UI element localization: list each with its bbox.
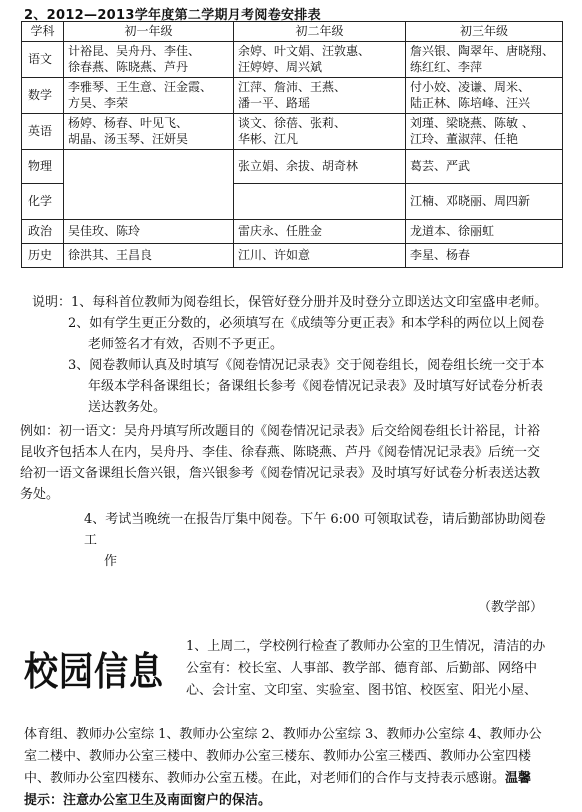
grading-schedule-table [21, 21, 563, 268]
grade-2-empty-cell [234, 183, 406, 219]
table-row-english [22, 113, 563, 149]
example-line-1: 例如：初一语文：吴舟丹填写所改题目的《阅卷情况记录表》后交给阅卷组长计裕昆，计裕 [20, 424, 541, 439]
header-grade-1: 初一年级 [64, 22, 234, 42]
warm-reminder: 提示：注意办公室卫生及南面窗户的保洁。 [24, 793, 272, 808]
grade-2-cell: 江川、许如意 [234, 243, 406, 267]
grade-2-cell: 张立娟、余拔、胡奇林 [234, 149, 406, 183]
header-grade-3: 初三年级 [406, 22, 563, 42]
table-row-history [22, 243, 563, 267]
table-row-physics [22, 149, 563, 183]
grade-1-cell: 李雅琴、王生意、汪金霞、 方昊、李荣 [64, 77, 234, 113]
table-row-politics [22, 219, 563, 243]
grade-3-cell: 刘瑾、梁晓燕、陈敏 、 江玲、董淑萍、任艳 [406, 113, 563, 149]
campus-line-3: 心、会计室、文印室、实验室、图书馆、校医室、阳光小屋、 [186, 683, 538, 698]
note-4-cont: 作 [104, 554, 118, 569]
campus-news-title: 校园信息 [24, 649, 164, 696]
grade-2-cell: 谈文、徐蓓、张莉、 华彬、江凡 [234, 113, 406, 149]
header-grade-2: 初二年级 [234, 22, 406, 42]
subject-cell: 数学 [22, 77, 64, 113]
subject-cell: 政治 [22, 219, 64, 243]
grade-3-cell: 葛芸、严武 [406, 149, 563, 183]
table-header-row [22, 22, 563, 42]
grade-1-cell: 徐洪其、王昌良 [64, 243, 234, 267]
example-line-2: 昆收齐包括本人在内，吴舟丹、李佳、徐春燕、陈晓燕、芦丹《阅卷情况记录表》后统一交 [20, 445, 541, 460]
grade-3-cell: 龙道本、徐丽虹 [406, 219, 563, 243]
example-line-4: 务处。 [20, 487, 60, 502]
note-3-cont-2: 送达教务处。 [88, 400, 167, 415]
department-signature: （教学部） [478, 600, 544, 615]
grade-1-cell: 杨婷、杨春、叶见飞、 胡晶、汤玉琴、汪妍昊 [64, 113, 234, 149]
grade-3-cell: 江楠、邓晓丽、周四新 [406, 183, 563, 219]
subject-cell: 语文 [22, 41, 64, 77]
grade-1-empty-cell [64, 149, 234, 219]
grade-3-cell: 詹兴银、陶翠年、唐晓翔、 练红红、李萍 [406, 41, 563, 77]
campus-line-6: 中、教师办公室四楼东、教师办公室五楼。在此，对老师们的合作与支持表示感谢。温馨 [24, 771, 532, 786]
campus-line-2: 公室有：校长室、人事部、教学部、德育部、后勤部、网络中 [186, 661, 538, 676]
grade-2-cell: 江萍、詹沛、王燕、 潘一平、路瑶 [234, 77, 406, 113]
subject-cell: 历史 [22, 243, 64, 267]
note-3: 3、阅卷教师认真及时填写《阅卷情况记录表》交于阅卷组长，阅卷组长统一交于本 [68, 358, 545, 373]
warm-label: 温馨 [505, 771, 532, 786]
grade-3-cell: 李星、杨春 [406, 243, 563, 267]
table-row-chinese [22, 41, 563, 77]
campus-line-5: 室二楼中、教师办公室三楼中、教师办公室三楼东、教师办公室三楼西、教师办公室四楼 [24, 749, 532, 764]
campus-line-4: 体育组、教师办公室综 1、教师办公室综 2、教师办公室综 3、教师办公室综 4、教师办公 [24, 727, 542, 742]
subject-cell: 英语 [22, 113, 64, 149]
note-2: 2、如有学生更正分数的，必须填写在《成绩等分更正表》和本学科的两位以上阅卷 [68, 316, 545, 331]
grade-1-cell: 吴佳玫、陈玲 [64, 219, 234, 243]
section-heading: 2、2012—2013学年度第二学期月考阅卷安排表 [24, 8, 321, 23]
grade-2-cell: 雷庆永、任胜金 [234, 219, 406, 243]
subject-cell: 物理 [22, 149, 64, 183]
campus-line-1: 1、上周二，学校例行检查了教师办公室的卫生情况，清洁的办 [186, 639, 546, 654]
campus-news-text [24, 636, 558, 812]
grade-2-cell: 余婷、叶文娟、汪敦惠、 汪婷婷、周兴斌 [234, 41, 406, 77]
header-subject: 学科 [22, 22, 64, 42]
example-line-3: 给初一语文备课组长詹兴银，詹兴银参考《阅卷情况记录表》及时填写好试卷分析表送达教 [20, 466, 541, 481]
subject-cell: 化学 [22, 183, 64, 219]
note-1: 说明：1、每科首位教师为阅卷组长，保管好登分册并及时登分立即送达文印室盛申老师。 [32, 295, 548, 310]
notes-section [20, 292, 552, 572]
note-2-cont: 老师签名才有效，否则不予更正。 [88, 337, 284, 352]
grade-1-cell: 计裕昆、吴舟丹、李佳、 徐春燕、陈晓燕、芦丹 [64, 41, 234, 77]
grade-3-cell: 付小姣、凌谦、周米、 陆正林、陈培峰、汪兴 [406, 77, 563, 113]
note-4: 4、考试当晚统一在报告厅集中阅卷。下午 6:00 可领取试卷，请后勤部协助阅卷工 [84, 512, 546, 548]
table-row-math [22, 77, 563, 113]
note-3-cont-1: 年级本学科备课组长；备课组长参考《阅卷情况记录表》及时填写好试卷分析表 [88, 379, 544, 394]
